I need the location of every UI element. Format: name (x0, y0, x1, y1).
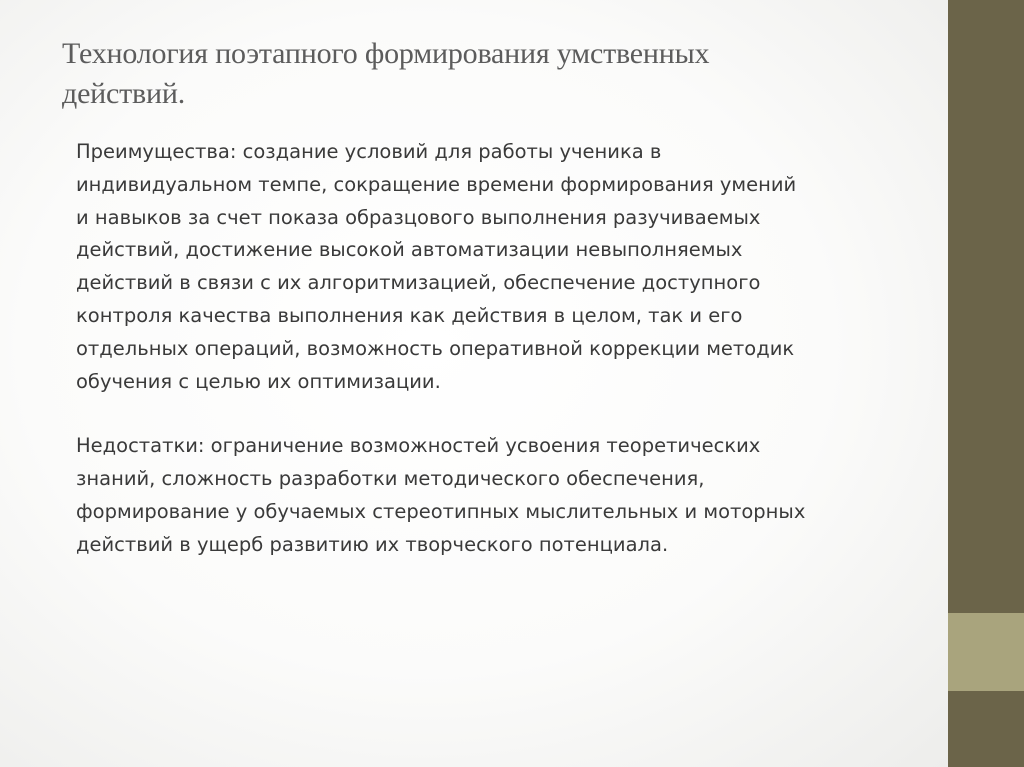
slide-body (76, 136, 916, 562)
sidebar-band-middle (948, 613, 1024, 691)
sidebar-band-bottom (948, 691, 1024, 767)
advantages-paragraph: Преимущества: создание условий для работы ученика в индивидуальном темпе, сокращение времени формирования умений и навыков за счет показа образцового выполнения разучиваемых действий, достижение высокой автоматизации невыполняемых действий в связи с их алгоритмизацией, обеспечение доступного контроля качества выполнения как действия в целом, так и его отдельных операций, возможность оперативной коррекции методик обучения с целью их оптимизации. (76, 140, 797, 393)
disadvantages-paragraph: Недостатки: ограничение возможностей усвоения теоретических знаний, сложность разработки методического обеспечения, формирование у обучаемых стереотипных мыслительных и моторных действий в ущерб развитию их творческого потенциала. (76, 434, 806, 556)
slide-title: Технология поэтапного формирования умственных действий. (62, 37, 710, 110)
decorative-sidebar (948, 0, 1024, 767)
sidebar-band-top (948, 0, 1024, 613)
